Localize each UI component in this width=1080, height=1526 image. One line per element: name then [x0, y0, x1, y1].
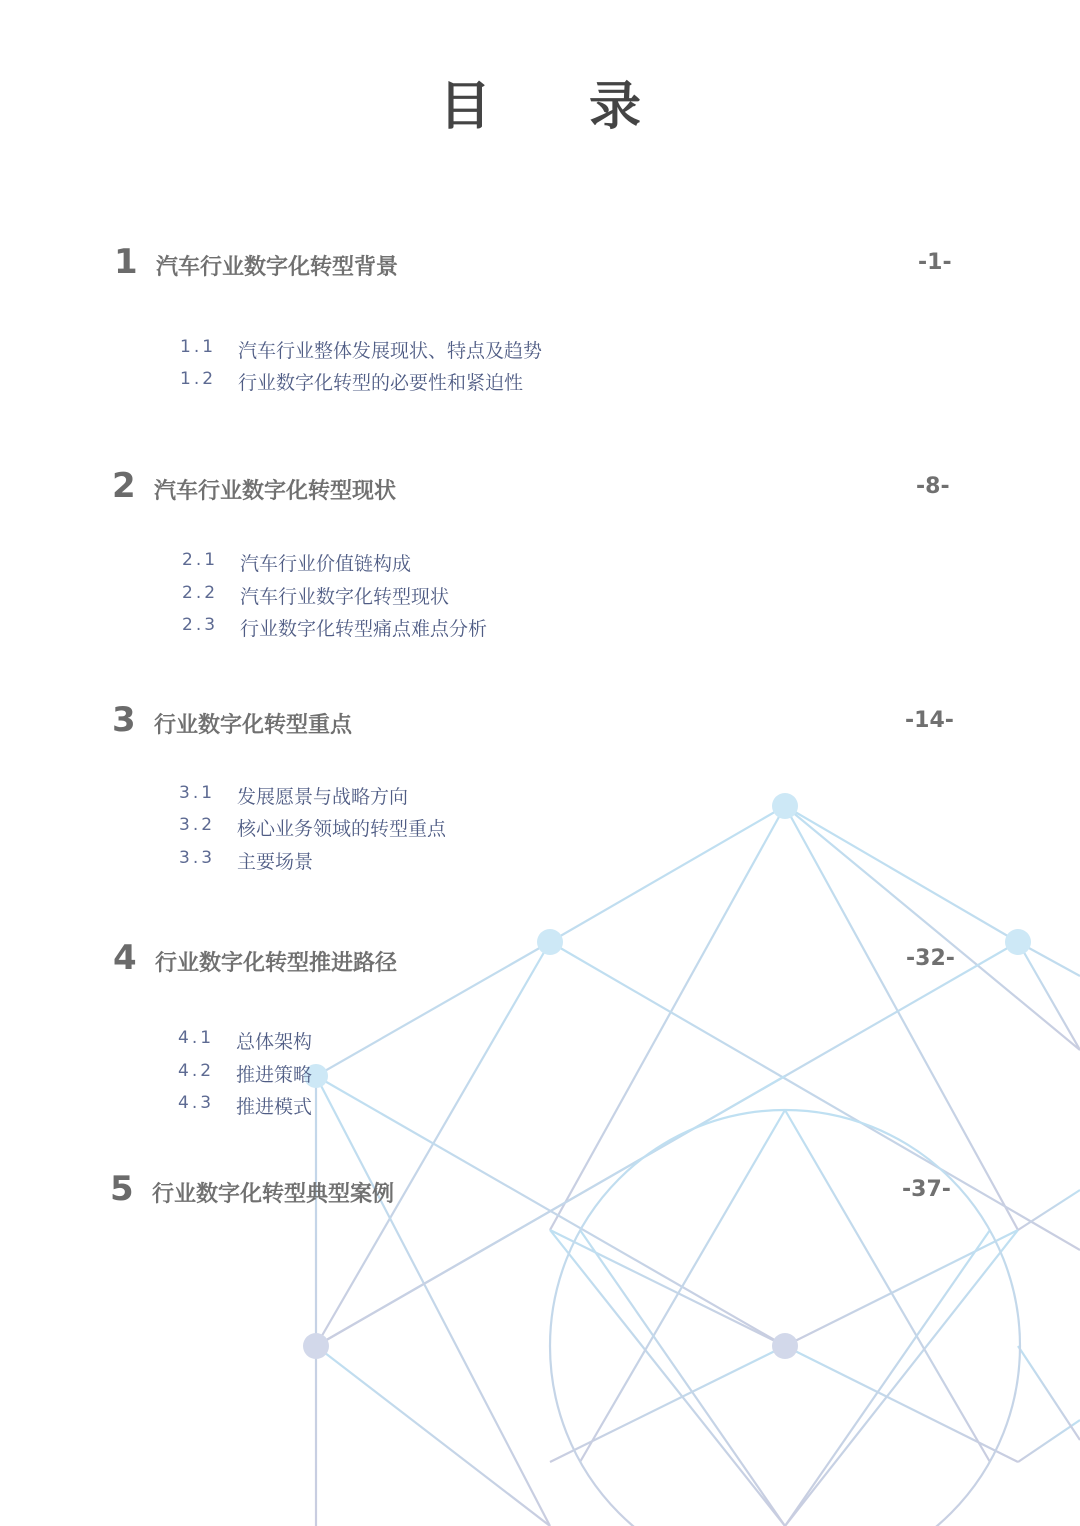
chapter-number: 5	[110, 1169, 134, 1209]
chapter-page-number: -14-	[905, 708, 954, 733]
section-title: 核心业务领域的转型重点	[237, 818, 447, 840]
section-number: 3.1	[179, 783, 216, 803]
chapter-number: 4	[113, 938, 137, 978]
chapter-number: 2	[112, 466, 136, 506]
section-number: 1.2	[180, 369, 217, 389]
toc-chapter-4[interactable]	[113, 938, 955, 986]
section-title: 汽车行业整体发展现状、特点及趋势	[238, 340, 543, 362]
chapter-page-number: -37-	[902, 1177, 951, 1202]
section-title: 主要场景	[237, 851, 314, 873]
section-title: 汽车行业价值链构成	[240, 553, 412, 575]
section-number: 3.3	[179, 848, 216, 868]
chapter-title: 行业数字化转型重点	[154, 713, 353, 738]
chapter-number: 3	[112, 700, 136, 740]
page-title: 目 录	[438, 77, 682, 137]
section-number: 1.1	[180, 337, 217, 357]
section-title: 汽车行业数字化转型现状	[240, 586, 450, 608]
chapter-title: 行业数字化转型典型案例	[152, 1182, 395, 1207]
chapter-title: 汽车行业数字化转型背景	[156, 255, 399, 280]
chapter-page-number: -1-	[918, 250, 952, 275]
section-number: 4.1	[178, 1028, 215, 1048]
section-number: 2.3	[182, 615, 219, 635]
section-number: 4.3	[178, 1093, 215, 1113]
section-number: 2.2	[182, 583, 219, 603]
section-title: 总体架构	[236, 1031, 313, 1053]
toc-chapter-3[interactable]	[112, 700, 954, 748]
chapter-title: 行业数字化转型推进路径	[155, 951, 398, 976]
toc-chapter-2[interactable]	[112, 466, 952, 514]
section-number: 2.1	[182, 550, 219, 570]
chapter-title: 汽车行业数字化转型现状	[154, 479, 397, 504]
section-title: 行业数字化转型痛点难点分析	[240, 618, 488, 640]
section-number: 4.2	[178, 1061, 215, 1081]
section-title: 推进模式	[236, 1096, 313, 1118]
section-title: 推进策略	[236, 1064, 313, 1086]
chapter-page-number: -32-	[906, 946, 955, 971]
section-number: 3.2	[179, 815, 216, 835]
toc-chapter-5[interactable]	[110, 1169, 951, 1217]
section-title: 行业数字化转型的必要性和紧迫性	[238, 372, 524, 394]
chapter-page-number: -8-	[916, 474, 950, 499]
toc-chapter-1[interactable]	[114, 242, 954, 290]
chapter-number: 1	[114, 242, 138, 282]
section-title: 发展愿景与战略方向	[237, 786, 409, 808]
